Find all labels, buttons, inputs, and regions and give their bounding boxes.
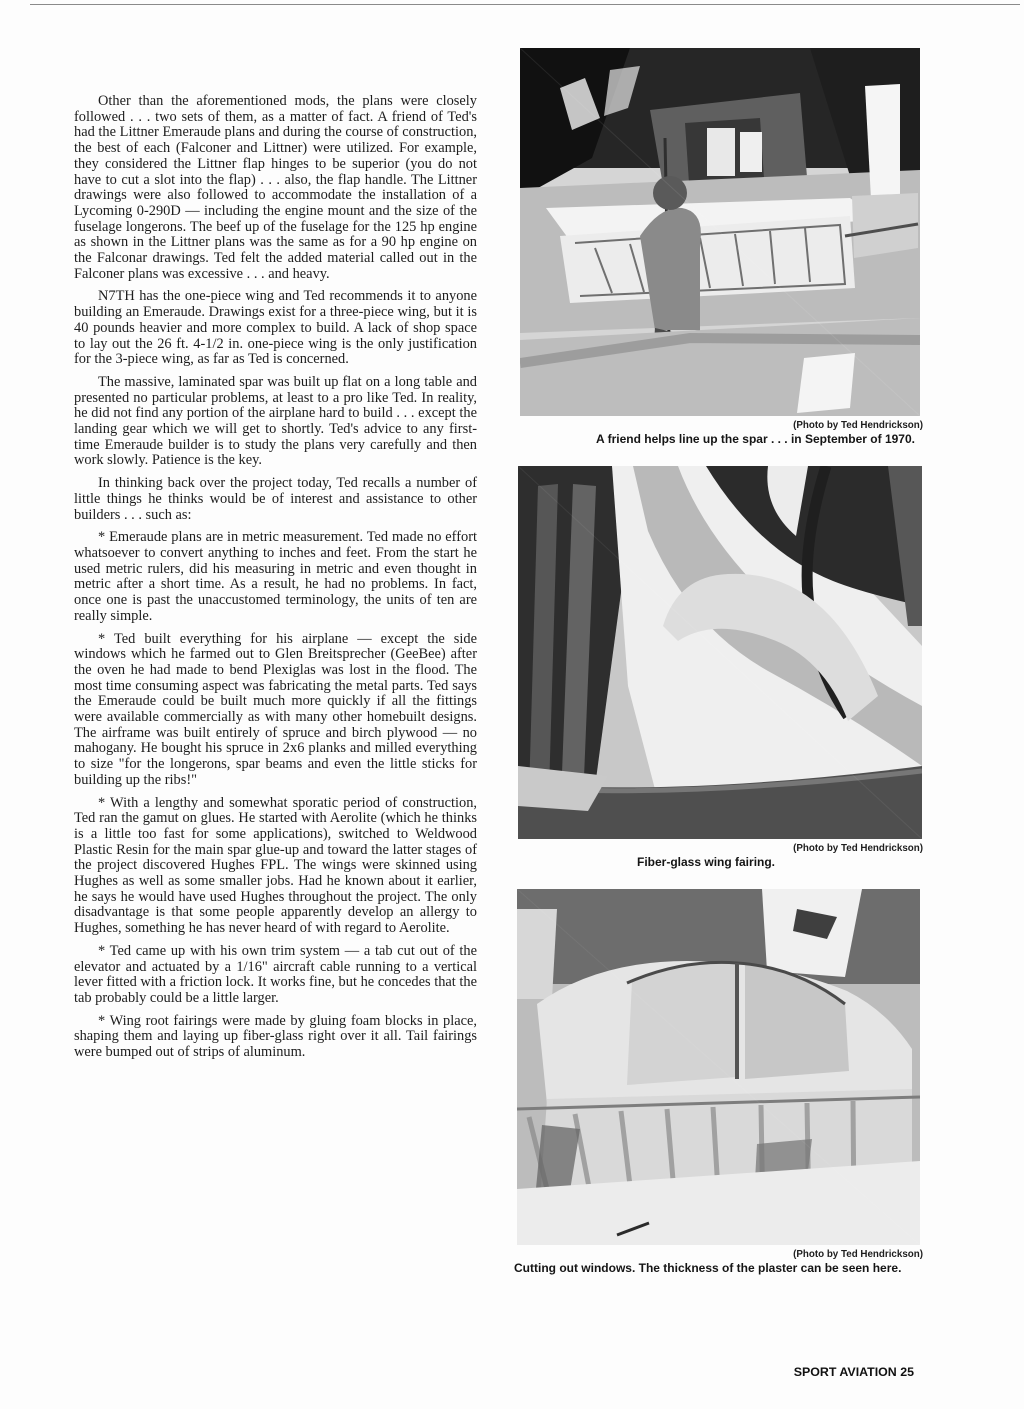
top-rule	[30, 4, 1020, 5]
article-paragraph: Other than the aforementioned mods, the plans were closely followed . . . two sets of them, as a matter of fact. A friend of Ted's had the Littner Emeraude plans and during the course of construction, the best of each (Falconer and Littner) were utilized. For example, they considered the Littner flap hinges to be superior (you do not have to cut a slot into the flap) . . . also, the flap handle. The Littner drawings were also followed to accommodate the installation of a Lycoming 0-290D — including the engine mount and the size of the fuselage longerons. The beef up of the fuselage for the 125 hp engine as shown in the Littner plans was the same as for a 90 hp engine on the Falconar drawings. Ted felt the added material called out in the Falconer plans was excessive . . . and heavy.	[74, 93, 477, 282]
figure-wing-fairing	[512, 466, 923, 869]
photo-wing-fairing	[518, 466, 922, 839]
figure-spar-alignment	[512, 48, 923, 446]
photo-caption: A friend helps line up the spar . . . in September of 1970.	[596, 432, 915, 446]
article-paragraph: * With a lengthy and somewhat sporatic period of construction, Ted ran the gamut on glues. He started with Aerolite (which he thinks is a little too fast for some applications), switched to Weldwood Plastic Resin for the main spar glue-up and toward the latter stages of the project discovered Hughes FPL. The wings were skinned using Hughes as well as some smaller jobs. Had he known about it earlier, he says he would have used Hughes throughout the project. The only disadvantage is that some people apparently develop an allergy to Hughes, something he has never heard of with regard to Aerolite.	[74, 794, 477, 937]
page-footer: SPORT AVIATION 25	[793, 1365, 914, 1379]
photo-wing-fairing-image	[518, 466, 922, 839]
photo-cutting-windows-image	[517, 889, 920, 1245]
photo-caption: Fiber-glass wing fairing.	[637, 855, 776, 869]
photo-column	[512, 48, 923, 1275]
article-paragraph: * Ted came up with his own trim system — a tab cut out of the elevator and actuated by a 1/16" aircraft cable running to a vertical lever fitted with a friction lock. It works fine, but he concedes that the tab probably could be a little larger.	[74, 942, 477, 1006]
article-text-column	[74, 94, 477, 1068]
figure-cutting-windows	[512, 889, 923, 1275]
article-paragraph: * Wing root fairings were made by gluing foam blocks in place, shaping them and laying up fiber-glass right over it all. Tail fairings were bumped out of strips of aluminum.	[74, 1012, 477, 1061]
article-paragraph: The massive, laminated spar was built up flat on a long table and presented no particular problems, at least to a pro like Ted. In reality, he did not find any portion of the airplane hard to build . . . except the landing gear which we will get to shortly. Ted's advice to any first-time Emeraude builder is to study the plans very carefully and then work slowly. Patience is the key.	[74, 373, 477, 469]
photo-spar-alignment	[520, 48, 920, 416]
photo-credit: (Photo by Ted Hendrickson)	[793, 420, 923, 431]
photo-spar-alignment-image	[520, 48, 920, 416]
photo-caption: Cutting out windows. The thickness of the plaster can be seen here.	[514, 1261, 902, 1275]
article-paragraph: N7TH has the one-piece wing and Ted recommends it to anyone building an Emeraude. Drawings exist for a three-piece wing, but it is 40 pounds heavier and more complex to build. A lack of shop space to lay out the 26 ft. 4-1/2 in. one-piece wing is the only justification for the 3-piece wing, as far as Ted is concerned.	[74, 288, 477, 368]
photo-cutting-windows	[517, 889, 920, 1245]
article-paragraph: * Emeraude plans are in metric measurement. Ted made no effort whatsoever to convert anything to inches and feet. From the start he used metric rulers, did his measuring in metric and even thought in metric after a short time. As a result, he had no problems. In fact, once one is past the unaccustomed terminology, the units of ten are really simple.	[74, 529, 477, 624]
article-paragraph: * Ted built everything for his airplane — except the side windows which he farmed out to Glen Breitsprecher (GeeBee) after the oven he had made to bend Plexiglas was lost in the flood. The most time consuming aspect was fabricating the metal parts. Ted says the Emeraude could be built much more quickly if all the fittings were available commercially as with many other homebuilt designs. The airframe was built entirely of spruce and birch plywood — no mahogany. He bought his spruce in 2x6 planks and milled everything to size "for the longerons, spar beams and even the little sticks for building up the ribs!"	[74, 630, 477, 788]
photo-credit: (Photo by Ted Hendrickson)	[793, 843, 923, 854]
article-paragraph: In thinking back over the project today, Ted recalls a number of little things he thinks would be of interest and assistance to other builders . . . such as:	[74, 475, 477, 523]
photo-credit: (Photo by Ted Hendrickson)	[793, 1249, 923, 1260]
